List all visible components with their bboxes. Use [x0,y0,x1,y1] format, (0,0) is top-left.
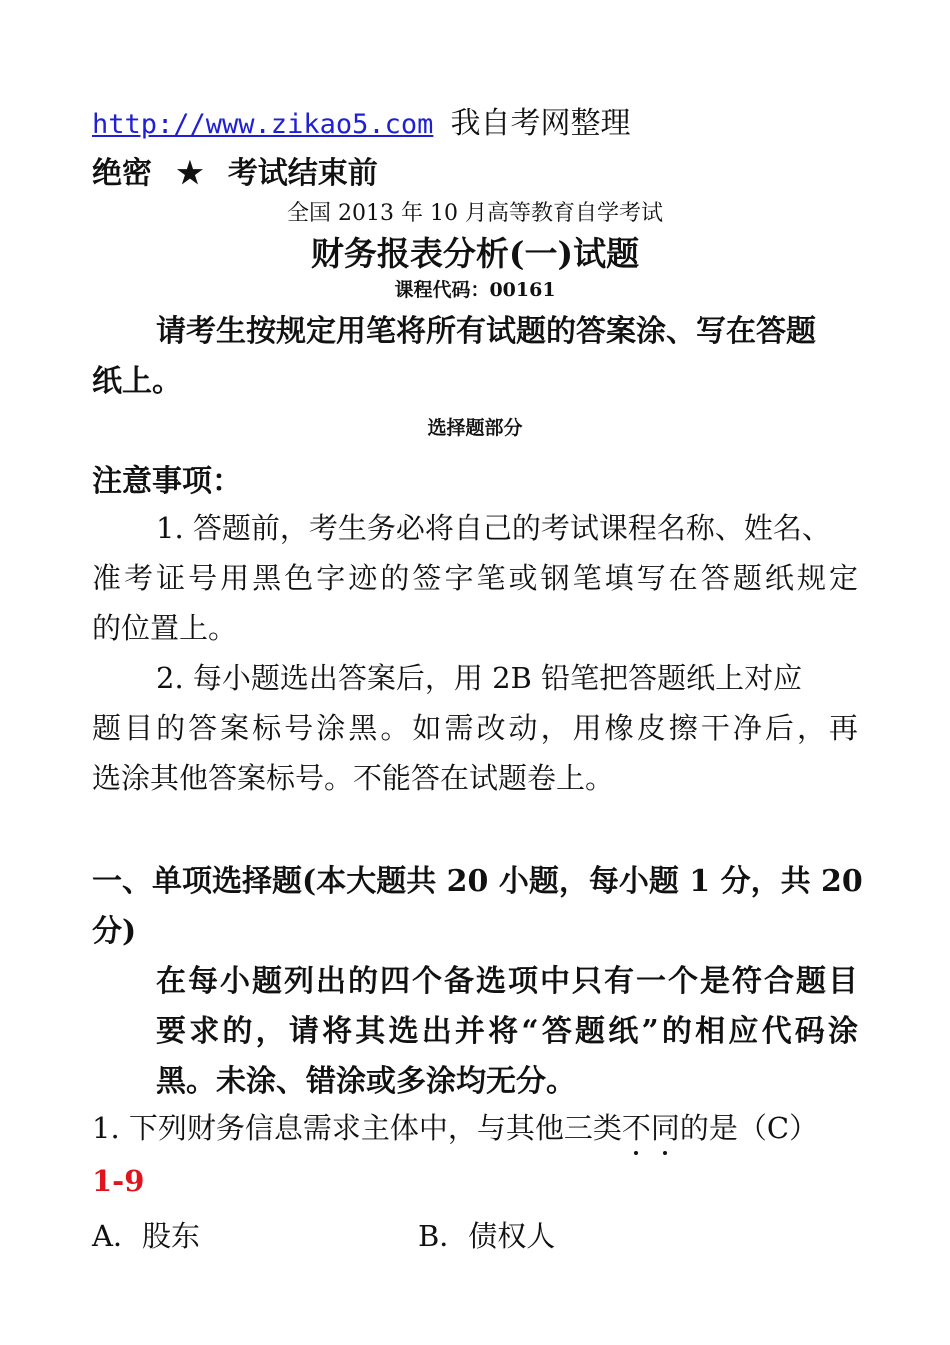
instruction-line-2: 纸上。 [92,364,182,399]
part-1-heading-line-2: 分) [92,914,137,949]
site-note: 我自考网整理 [450,106,631,141]
part-1-desc-line-1: 在每小题列出的四个备选项中只有一个是符合题目 [156,964,858,999]
star-icon: ★ [176,156,204,191]
note-2-line-3: 选涂其他答案标号。不能答在试题卷上。 [92,761,615,795]
notes-heading: 注意事项： [92,464,242,499]
secret-line [92,148,378,192]
header-line [92,98,630,142]
part-1-desc-line-3: 黑。未涂、错涂或多涂均无分。 [156,1064,576,1099]
site-url-link[interactable]: http://www.zikao5.com [92,109,434,140]
note-1-line-2: 准考证号用黑色字迹的签字笔或钢笔填写在答题纸规定 [92,561,858,595]
instruction-line-1: 请考生按规定用笔将所有试题的答案涂、写在答题 [156,314,816,349]
secret-label: 绝密 [92,156,152,191]
note-1-line-3: 的位置上。 [92,611,238,645]
part-1-heading-line-1: 一、单项选择题(本大题共 20 小题，每小题 1 分，共 20 [92,864,863,899]
exam-subtitle: 全国 2013 年 10 月高等教育自学考试 [287,201,663,226]
question-1-ref: 1-9 [92,1164,145,1198]
emphasis-dot-char-2: 同 [651,1106,680,1147]
course-code: 课程代码：00161 [394,279,556,301]
option-b: B．债权人 [418,1219,556,1253]
note-2-line-1: 2. 每小题选出答案后，用 2B 铅笔把答题纸上对应 [156,661,803,695]
exam-title: 财务报表分析(一)试题 [310,234,640,273]
question-1-text: 1. 下列财务信息需求主体中，与其他三类 [92,1111,622,1145]
part-1-desc-line-2: 要求的，请将其选出并将“答题纸”的相应代码涂 [156,1014,858,1049]
option-a: A．股东 [92,1219,200,1253]
note-2-line-2: 题目的答案标号涂黑。如需改动，用橡皮擦干净后，再 [92,711,858,745]
question-1-stem [92,1106,818,1147]
question-1-answer: 的是（C） [679,1111,819,1145]
section-label: 选择题部分 [427,417,523,439]
note-1-line-1: 1. 答题前，考生务必将自己的考试课程名称、姓名、 [156,511,831,545]
secret-note: 考试结束前 [227,156,378,191]
emphasis-dot-char-1: 不 [622,1106,651,1147]
